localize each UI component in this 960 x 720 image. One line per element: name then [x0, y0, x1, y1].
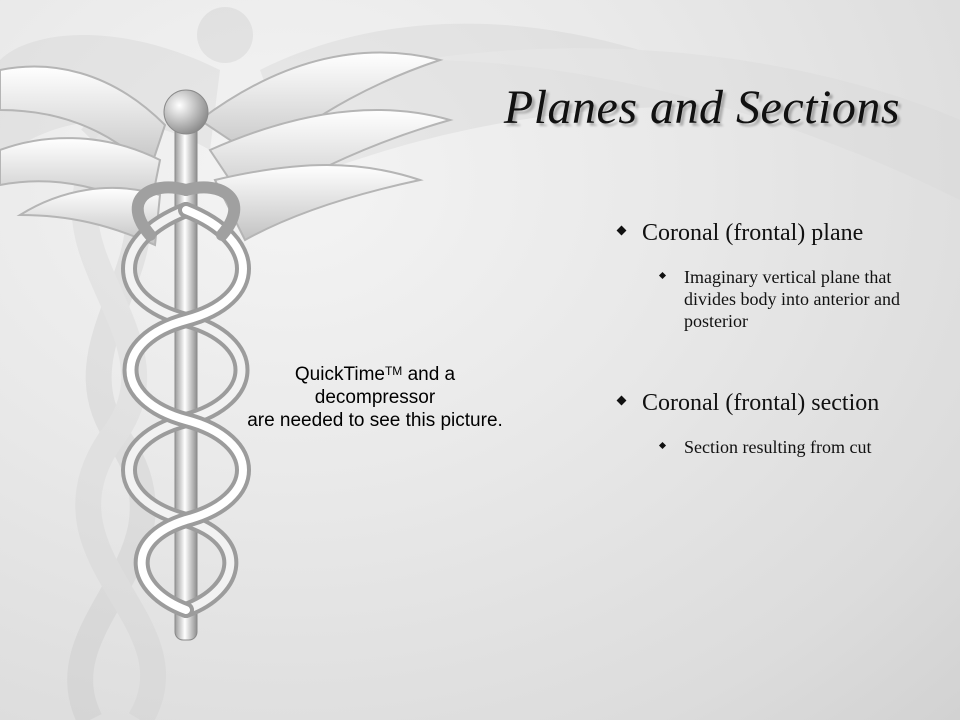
bullet-coronal-plane: Coronal (frontal) plane [610, 218, 910, 248]
diamond-bullet-icon [659, 272, 666, 279]
quicktime-placeholder [230, 360, 520, 432]
placeholder-line-2: decompressor [314, 387, 436, 408]
sub-bullet-coronal-section: Section resulting from cut [652, 436, 910, 458]
staff-ball-icon [164, 90, 208, 134]
diamond-bullet-icon [617, 396, 627, 406]
diamond-bullet-icon [617, 226, 627, 236]
bullet-coronal-section: Coronal (frontal) section [610, 388, 910, 418]
diamond-bullet-icon [659, 442, 666, 449]
placeholder-line-3: are needed to see this picture. [247, 410, 503, 431]
sub-bullet-coronal-plane: Imaginary vertical plane that divides body into anterior and posterior [652, 266, 910, 332]
bullet-list [610, 218, 910, 458]
placeholder-line-1: QuickTime™ and a [294, 364, 456, 385]
slide-title: Planes and Sections [503, 81, 900, 134]
